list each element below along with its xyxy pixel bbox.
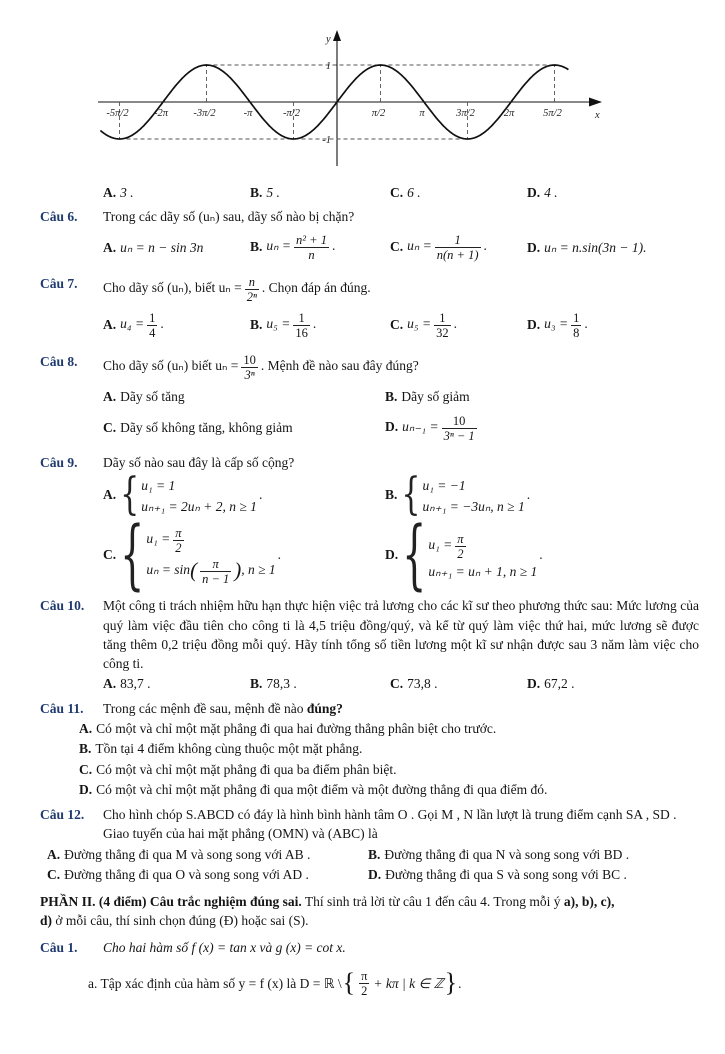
option-d: D. { u₁ = $\frac{\pi}{2}$ uₙ₊₁ = uₙ + 1, n ≥ 1 . <box>385 529 699 583</box>
fraction: $\frac{1}{n(n + 1)}$ <box>436 233 479 263</box>
part2-header-line1: PHẦN II. (4 điểm) Câu trắc nghiệm đúng sai. Thí sinh trả lời từ câu 1 đến câu 4. Trong mỗi ý a), b), c), <box>40 893 615 909</box>
question-11 <box>40 699 699 799</box>
svg-text:π/2: π/2 <box>371 108 386 119</box>
option-d: D. 67,2 . <box>527 676 575 691</box>
svg-text:x: x <box>595 110 600 121</box>
option-c: C. Có một và chỉ một mặt phẳng đi qua ba điểm phân biệt. <box>79 761 397 777</box>
question-12 <box>40 805 699 843</box>
question-9-label: Câu 9. <box>40 454 78 470</box>
question-11-text: Trong các mệnh đề sau, mệnh đề nào đúng? <box>103 701 343 717</box>
option-c: C. uₙ = $\frac{1}{n(n + 1)}$ . <box>390 233 487 263</box>
part2-header <box>40 892 699 930</box>
fraction: $\frac{\pi}{n - 1}$ <box>202 557 230 587</box>
fraction: $\frac{\text{n² + 1}}{n}$ <box>296 233 327 263</box>
left-brace: { <box>402 509 427 598</box>
option-a: A. u₄ = $\frac{1}{4}$ . <box>103 311 164 341</box>
option-b: B. Tồn tại 4 điểm không cùng thuộc một mặt phẳng. <box>79 741 363 757</box>
fraction: $\frac{1}{8}$ <box>573 311 580 341</box>
left-set-brace: { <box>342 968 356 998</box>
svg-text:-5π/2: -5π/2 <box>106 108 129 119</box>
question-9-text: Dãy số nào sau đây là cấp số cộng? <box>103 454 295 470</box>
question-7 <box>40 274 699 340</box>
exam-page <box>0 30 725 1002</box>
option-c: C. { u₁ = $\frac{\pi}{2}$ uₙ = sin( $\frac{\pi}{n - 1}$ ), n ≥ 1 . <box>103 525 385 586</box>
left-brace: { <box>401 469 421 521</box>
option-a: A. 3 . <box>103 185 134 201</box>
option-b: B. Dãy số giảm <box>385 389 470 405</box>
question-10-label: Câu 10. <box>40 598 85 614</box>
svg-text:1: 1 <box>325 61 331 72</box>
sine-graph-svg <box>90 30 635 170</box>
option-d: D. uₙ₋₁ = $\frac{10}{\text{3ⁿ − 1}}$ <box>385 413 475 443</box>
fraction: $\frac{1}{16}$ <box>295 311 308 341</box>
option-a: A. uₙ = n − sin 3n <box>103 239 204 255</box>
fraction: $\frac{10}{\text{3ⁿ − 1}}$ <box>443 413 475 443</box>
question-10-text: Một công ti trách nhiệm hữu hạn thực hiện việc trả lương cho các kĩ sư theo phương thức sau: Mức lương của quý làm việc đầu tiên cho công ti là 4,5 triệu đồng/quý, và kể từ quý làm việc thứ hai, mức lương sẽ được tăng thêm 0,2 triệu đồng mỗi quý. Hãy tính tổng số tiền lương một kĩ sư nhận được sau 3 năm làm việc cho công ti. <box>103 598 699 671</box>
equation-system: { u₁ = $\frac{\pi}{2}$ uₙ₊₁ = uₙ + 1, n ≥ 1 <box>402 529 537 583</box>
question-9 <box>40 453 699 598</box>
question-6 <box>40 207 699 262</box>
option-d: D. u₃ = $\frac{1}{8}$ . <box>527 311 588 341</box>
svg-text:3π/2: 3π/2 <box>456 108 475 119</box>
option-c: C. Đường thẳng đi qua O và song song với AD . <box>47 867 309 883</box>
right-set-brace: } <box>444 968 458 998</box>
option-c: C. Dãy số không tăng, không giảm <box>103 420 293 436</box>
svg-text:-2π: -2π <box>153 108 169 119</box>
option-c: C. 73,8 . <box>390 676 438 691</box>
option-a: A. Dãy số tăng <box>103 389 185 405</box>
fraction: $\frac{1}{32}$ <box>436 311 449 341</box>
option-d: D. 4 . <box>527 185 558 201</box>
part2-question-1 <box>40 938 699 957</box>
left-brace: { <box>120 509 145 598</box>
option-d: D. Có một và chỉ một mặt phẳng đi qua một điểm và một đường thẳng đi qua điểm đó. <box>79 781 548 797</box>
left-brace: { <box>120 469 140 521</box>
question-6-text: Trong các dãy số (uₙ) sau, dãy số nào bị chặn? <box>103 209 355 225</box>
equation-system: { u₁ = $\frac{\pi}{2}$ uₙ = sin( $\frac{\pi}{n - 1}$ ), n ≥ 1 <box>120 525 276 586</box>
option-b: B. 5 . <box>250 185 280 201</box>
option-c: C. u₅ = $\frac{1}{32}$ . <box>390 311 457 341</box>
svg-text:-π: -π <box>243 108 253 119</box>
equation-system: { u₁ = −1 uₙ₊₁ = −3uₙ, n ≥ 1 <box>401 475 524 518</box>
part2-question-1-text: Cho hai hàm số f (x) = tan x và g (x) = cot x. <box>103 939 346 955</box>
option-a: A. Đường thẳng đi qua M và song song với AB . <box>47 847 311 863</box>
option-a: A. Có một và chỉ một mặt phẳng đi qua hai đường thẳng phân biệt cho trước. <box>79 721 497 737</box>
question-8 <box>40 352 699 442</box>
question-7-label: Câu 7. <box>40 276 78 292</box>
question-12-label: Câu 12. <box>40 806 85 822</box>
part2-question-1-item-a: a. Tập xác định của hàm số y = f (x) là D = ℝ \ { $\frac{\pi}{2}$ + kπ | k ∈ ℤ } . <box>88 965 699 1002</box>
option-c: C. 6 . <box>390 185 421 201</box>
question-8-label: Câu 8. <box>40 354 78 370</box>
svg-text:π: π <box>419 108 425 119</box>
option-b: B. { u₁ = −1 uₙ₊₁ = −3uₙ, n ≥ 1 . <box>385 475 699 518</box>
fraction: $\frac{n}{\text{2ⁿ}}$ <box>246 275 257 305</box>
option-d: D. uₙ = n.sin(3n − 1). <box>527 239 647 255</box>
question-11-label: Câu 11. <box>40 701 84 717</box>
fraction: $\frac{\pi}{2}$ <box>175 526 182 556</box>
question-12-text: Cho hình chóp S.ABCD có đáy là hình bình hành tâm O . Gọi M , N lần lượt là trung điểm cạnh SA , SD . Giao tuyến của hai mặt phẳng (OMN) và (ABC) là <box>103 806 677 842</box>
option-b: B. 78,3 . <box>250 676 297 691</box>
question-6-label: Câu 6. <box>40 209 78 225</box>
equation-system: { u₁ = 1 uₙ₊₁ = 2uₙ + 2, n ≥ 1 <box>120 475 257 518</box>
svg-text:-1: -1 <box>322 135 331 146</box>
svg-text:y: y <box>326 34 331 45</box>
option-d: D. Đường thẳng đi qua S và song song với BC . <box>368 867 627 883</box>
svg-text:2π: 2π <box>503 108 515 119</box>
question-7-text: Cho dãy số (uₙ), biết uₙ = $\frac{n}{\text{2ⁿ}}$ . Chọn đáp án đúng. <box>103 275 371 305</box>
question-12-options <box>47 845 699 884</box>
question-10 <box>40 596 699 693</box>
option-a: A. { u₁ = 1 uₙ₊₁ = 2uₙ + 2, n ≥ 1 . <box>103 475 385 518</box>
option-b: B. Đường thẳng đi qua N và song song với BD . <box>368 847 630 863</box>
right-paren: ) <box>234 558 242 583</box>
fraction: $\frac{10}{\text{3ⁿ}}$ <box>243 353 256 383</box>
sine-graph-figure <box>90 30 699 175</box>
fraction: $\frac{\pi}{2}$ <box>457 531 464 561</box>
svg-text:5π/2: 5π/2 <box>543 108 562 119</box>
question-11-options <box>79 719 699 799</box>
part2-header-line2: d) ở mỗi câu, thí sinh chọn đúng (Đ) hoặc sai (S). <box>40 912 309 928</box>
part2-question-1-label: Câu 1. <box>40 939 78 955</box>
question-8-text: Cho dãy số (uₙ) biết uₙ = $\frac{10}{\text{3ⁿ}}$ . Mệnh đề nào sau đây đúng? <box>103 353 419 383</box>
fraction: $\frac{\pi}{2}$ <box>361 969 368 999</box>
fraction: $\frac{1}{4}$ <box>149 311 156 341</box>
left-paren: ( <box>190 558 198 583</box>
option-b: B. u₅ = $\frac{1}{16}$ . <box>250 311 317 341</box>
option-b: B. uₙ = $\frac{\text{n² + 1}}{n}$ . <box>250 233 336 263</box>
svg-text:-π/2: -π/2 <box>283 108 300 119</box>
option-a: A. 83,7 . <box>103 676 151 691</box>
svg-text:-3π/2: -3π/2 <box>193 108 216 119</box>
previous-question-answers <box>40 180 699 202</box>
